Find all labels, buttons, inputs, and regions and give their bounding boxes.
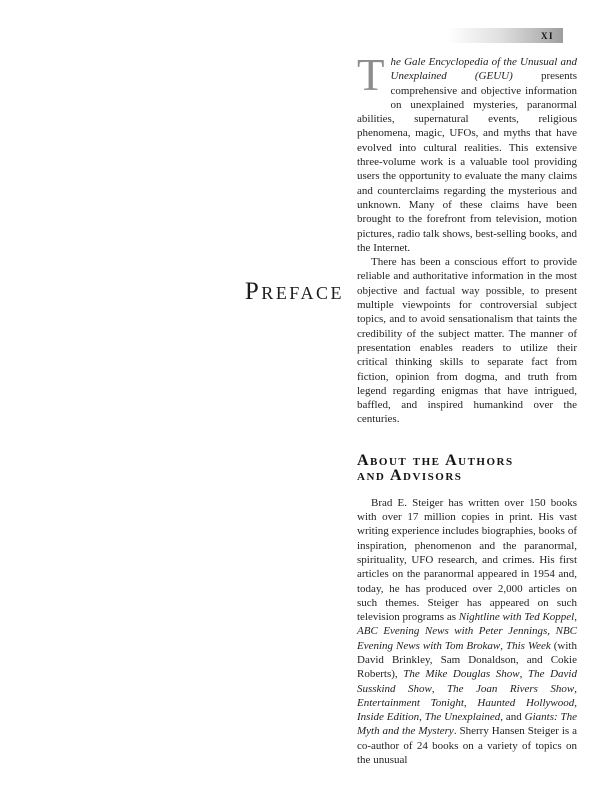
section-heading — [357, 453, 577, 483]
paragraph-authors-text: Brad E. Steiger has written over 150 books with over 17 million copies in print. His vast writing experience includes biographies, books of inspiration, phenomenon and the paranormal, spirituality, UFO research, and crimes. His first articles on the paranormal appeared in 1954 and, today, he has produced over 2,000 articles on such themes. Steiger has appeared on such television programs as Nightline with Ted Koppel, ABC Evening News with Peter Jennings, NBC Evening News with Tom Brokaw, This Week (with David Brinkley, Sam Donaldson, and Cokie Roberts), The Mike Douglas Show, The David Susskind Show, The Joan Rivers Show, Entertainment Tonight, Haunted Hollywood, Inside Edition, The Unexplained, and Giants: The Myth and the Mystery. Sherry Hansen Steiger is a co-author of 24 books on a variety of topics on the unusual — [357, 496, 578, 767]
paragraph-intro-text: he Gale Encyclopedia of the Unusual and Unexplained (GEUU) presents comprehensive and objective information on unexplained mysteries, paranormal abilities, supernatural events, religious phenomena, magic, UFOs, and myths that have evolved into cultural realities. This extensive three-volume work is a valuable tool providing users the opportunity to evaluate the many claims and counterclaims regarding the mysterious and unknown. Many of these claims have been brought to the forefront from television, motion pictures, radio talk shows, best-selling books, and the Internet. — [357, 56, 577, 254]
paragraph-approach — [357, 255, 577, 427]
paragraph-intro — [357, 50, 577, 255]
section-heading-line2: and Advisors — [357, 466, 463, 484]
article-column — [357, 50, 578, 767]
paragraph-authors — [357, 496, 577, 768]
paragraph-approach-text: There has been a conscious effort to provide reliable and authoritative information in the most objective and factual way possible, to present multiple viewpoints for controversial subject topics, and to avoid sensationalism that taints the credibility of the subject matter. The manner of presentation enables readers to utilize their critical thinking skills to separate fact from fiction, opinion from dogma, and truth from legend regarding enigmas that have intrigued, baffled, and inspired humankind over the centuries. — [357, 256, 577, 426]
section-heading-line1: About the Authors — [357, 451, 514, 469]
drop-cap: T — [357, 50, 385, 100]
folio-bar — [448, 28, 563, 43]
chapter-title: Preface — [244, 278, 344, 305]
page-number: XI — [540, 30, 554, 41]
